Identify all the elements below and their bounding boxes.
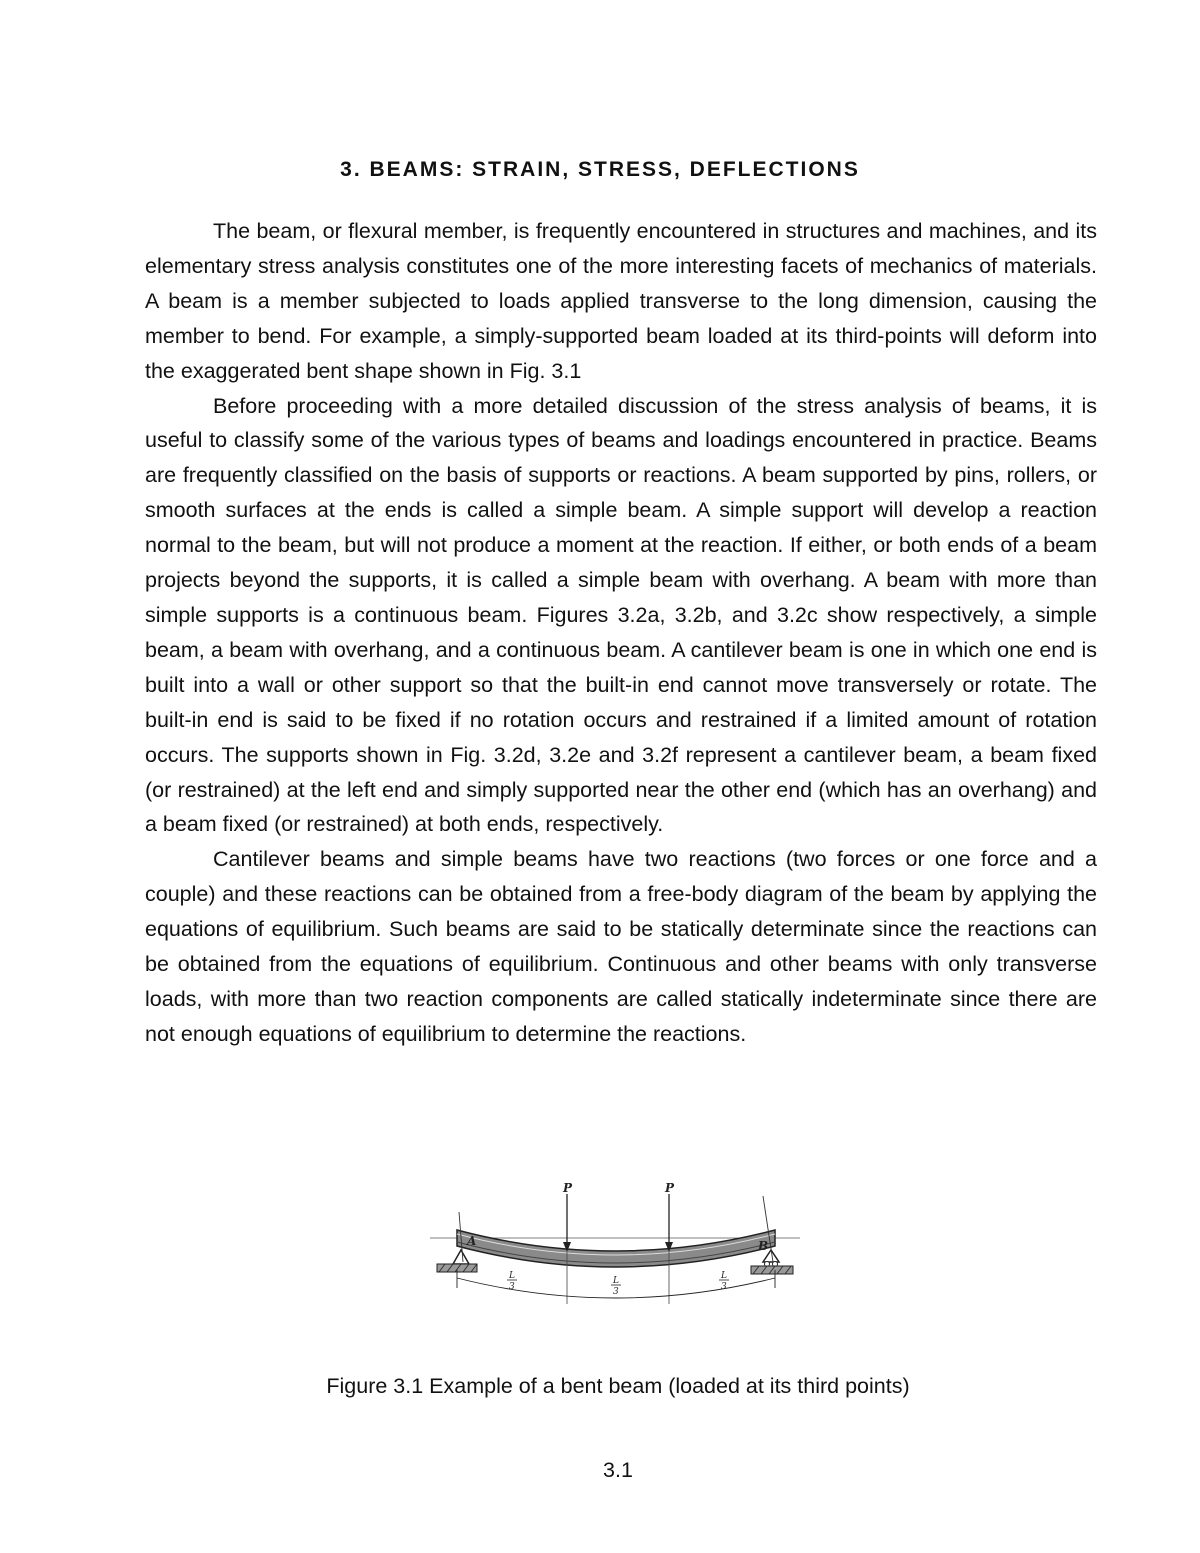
span-label-3 [719, 1271, 729, 1292]
left-load-label: P [563, 1181, 573, 1195]
end-b-label: B [758, 1239, 769, 1253]
left-pin-support [437, 1250, 477, 1272]
bent-beam-diagram [425, 1172, 805, 1312]
svg-text:3: 3 [613, 1287, 619, 1297]
paragraph-2: Before proceeding with a more detailed discussion of the stress analysis of beams, it is useful to classify some of the various types of beams and loadings encountered in practice. Beams are frequently classified on the basis of supports or reactions. A beam supported by pins, rollers, or smooth surfaces at the ends is called a simple beam. A simple support will develop a reaction normal to the beam, but will not produce a moment at the reaction. If either, or both ends of a beam projects beyond the supports, it is called a simple beam with overhang. A beam with more than simple supports is a continuous beam. Figures 3.2a, 3.2b, and 3.2c show respectively, a simple beam, a beam with overhang, and a continuous beam. A cantilever beam is one in which one end is built into a wall or other support so that the built-in end cannot move transversely or rotate. The built-in end is said to be fixed if no rotation occurs and restrained if a limited amount of rotation occurs. The supports shown in Fig. 3.2d, 3.2e and 3.2f represent a cantilever beam, a beam fixed (or restrained) at the left end and simply supported near the other end (which has an overhang) and a beam fixed (or restrained) at both ends, respectively. [145, 393, 1097, 837]
svg-text:3: 3 [721, 1282, 727, 1292]
svg-text:L: L [721, 1271, 727, 1281]
svg-text:L: L [613, 1276, 619, 1286]
bent-beam-figure [425, 1172, 805, 1312]
paragraph-3: Cantilever beams and simple beams have two reactions (two forces or one force and a couple) and these reactions can be obtained from a free-body diagram of the beam by applying the equations of equilibrium. Such beams are said to be statically determinate since the reactions can be obtained from the equations of equilibrium. Continuous and other beams with only transverse loads, with more than two reaction components are called statically indeterminate since there are not enough equations of equilibrium to determine the reactions. [145, 847, 1097, 1046]
svg-text:3: 3 [509, 1282, 515, 1292]
page-number: 3.1 [603, 1458, 633, 1482]
chapter-title: 3. BEAMS: STRAIN, STRESS, DEFLECTIONS [340, 158, 860, 181]
svg-text:L: L [509, 1271, 515, 1281]
paragraph-1: The beam, or flexural member, is frequently encountered in structures and machines, and its elementary stress analysis constitutes one of the more interesting facets of mechanics of materials. A beam is a member subjected to loads applied transverse to the long dimension, causing the member to bend. For example, a simply-supported beam loaded at its third-points will deform into the exaggerated bent shape shown in Fig. 3.1 [145, 219, 1097, 383]
end-a-label: A [467, 1234, 477, 1248]
body-text [145, 214, 1097, 1052]
right-load-label: P [665, 1181, 675, 1195]
span-label-2 [611, 1276, 621, 1297]
figure-caption: Figure 3.1 Example of a bent beam (loaded at its third points) [326, 1374, 910, 1398]
beam-body [457, 1230, 775, 1267]
span-label-1 [507, 1271, 517, 1292]
